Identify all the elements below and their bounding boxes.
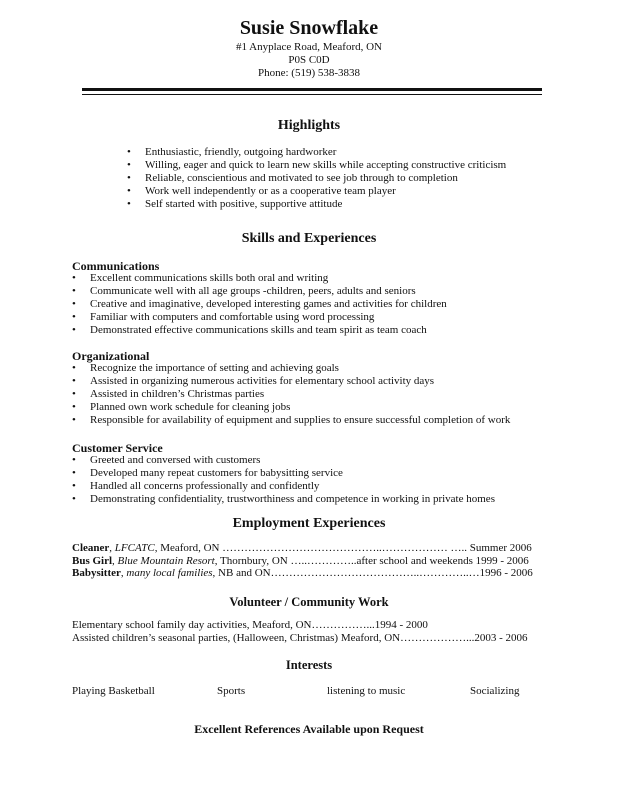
job-role: Bus Girl xyxy=(72,555,113,567)
list-item: • Communicate well with all age groups -children, peers, adults and seniors xyxy=(90,285,447,298)
job-details: , NB and ON…………………………………..…………..…1996 - 2006 xyxy=(212,567,533,579)
organizational-subheading: Organizational xyxy=(72,349,150,363)
list-item: • Developed many repeat customers for babysitting service xyxy=(90,467,495,480)
header-divider-thin xyxy=(82,94,542,95)
interests-heading: Interests xyxy=(285,658,333,672)
communications-subheading: Communications xyxy=(72,259,160,273)
job-role: Cleaner xyxy=(72,542,110,554)
customer-service-subheading: Customer Service xyxy=(72,441,163,455)
volunteer-heading: Volunteer / Community Work xyxy=(229,595,389,609)
list-item: • Work well independently or as a cooperative team player xyxy=(145,185,506,198)
list-item: • Enthusiastic, friendly, outgoing hardworker xyxy=(145,146,506,159)
interest-item: Socializing xyxy=(470,685,520,697)
list-item: • Greeted and conversed with customers xyxy=(90,454,495,467)
job-entry: Cleaner, LFCATC, Meaford, ON ……………………………………..……………… ….. Summer 2006 xyxy=(72,542,532,554)
volunteer-entry: Elementary school family day activities, Meaford, ON……………...1994 - 2000 xyxy=(72,619,428,631)
list-item: • Familiar with computers and comfortable using word processing xyxy=(90,311,447,324)
customer-service-list xyxy=(90,454,495,506)
interest-item: Sports xyxy=(217,685,246,697)
job-entry: Bus Girl, Blue Mountain Resort, Thornbury, ON …..…………..after school and weekends 1999 - 2006 xyxy=(72,555,529,567)
list-item: • Assisted in children’s Christmas parties xyxy=(90,388,510,401)
phone-line: Phone: (519) 538-3838 xyxy=(257,67,361,79)
employment-heading: Employment Experiences xyxy=(232,516,386,531)
header-divider-thick xyxy=(82,88,542,91)
interest-item: Playing Basketball xyxy=(72,685,155,697)
applicant-name: Susie Snowflake xyxy=(239,17,379,39)
list-item: • Willing, eager and quick to learn new skills while accepting constructive criticism xyxy=(145,159,506,172)
interest-item: listening to music xyxy=(327,685,406,697)
job-details: , Thornbury, ON …..…………..after school and weekends 1999 - 2006 xyxy=(214,555,529,567)
list-item: • Recognize the importance of setting and achieving goals xyxy=(90,362,510,375)
list-item: • Assisted in organizing numerous activities for elementary school activity days xyxy=(90,375,510,388)
highlights-list xyxy=(145,146,506,211)
list-item: • Planned own work schedule for cleaning jobs xyxy=(90,401,510,414)
job-role: Babysitter xyxy=(72,567,121,579)
list-item: • Self started with positive, supportive attitude xyxy=(145,198,506,211)
job-details: , Meaford, ON ……………………………………..……………… xyxy=(154,542,448,554)
organizational-list xyxy=(90,362,510,427)
job-dates: ….. Summer 2006 xyxy=(450,542,532,554)
list-item: • Reliable, conscientious and motivated to see job through to completion xyxy=(145,172,506,185)
job-entry: Babysitter, many local families, NB and ON…………………………………..…………..…1996 - 2006 xyxy=(72,567,533,579)
highlights-heading: Highlights xyxy=(277,118,341,133)
list-item: • Creative and imaginative, developed interesting games and activities for children xyxy=(90,298,447,311)
list-item: • Responsible for availability of equipment and supplies to ensure successful completion of work xyxy=(90,414,510,427)
skills-heading: Skills and Experiences xyxy=(241,231,377,246)
job-employer: LFCATC xyxy=(114,542,155,554)
list-item: • Demonstrated effective communications skills and team spirit as team coach xyxy=(90,324,447,337)
address-line: #1 Anyplace Road, Meaford, ON xyxy=(235,41,383,53)
list-item: • Handled all concerns professionally and confidently xyxy=(90,480,495,493)
communications-list xyxy=(90,272,447,337)
list-item: • Excellent communications skills both oral and writing xyxy=(90,272,447,285)
postal-code: P0S C0D xyxy=(288,54,330,66)
job-employer: many local families xyxy=(126,567,213,579)
job-employer: Blue Mountain Resort xyxy=(117,555,215,567)
references-note: Excellent References Available upon Request xyxy=(194,722,424,736)
volunteer-entry: Assisted children’s seasonal parties, (Halloween, Christmas) Meaford, ON………………...2003 - 2006 xyxy=(72,632,528,644)
list-item: • Demonstrating confidentiality, trustworthiness and competence in working in private homes xyxy=(90,493,495,506)
